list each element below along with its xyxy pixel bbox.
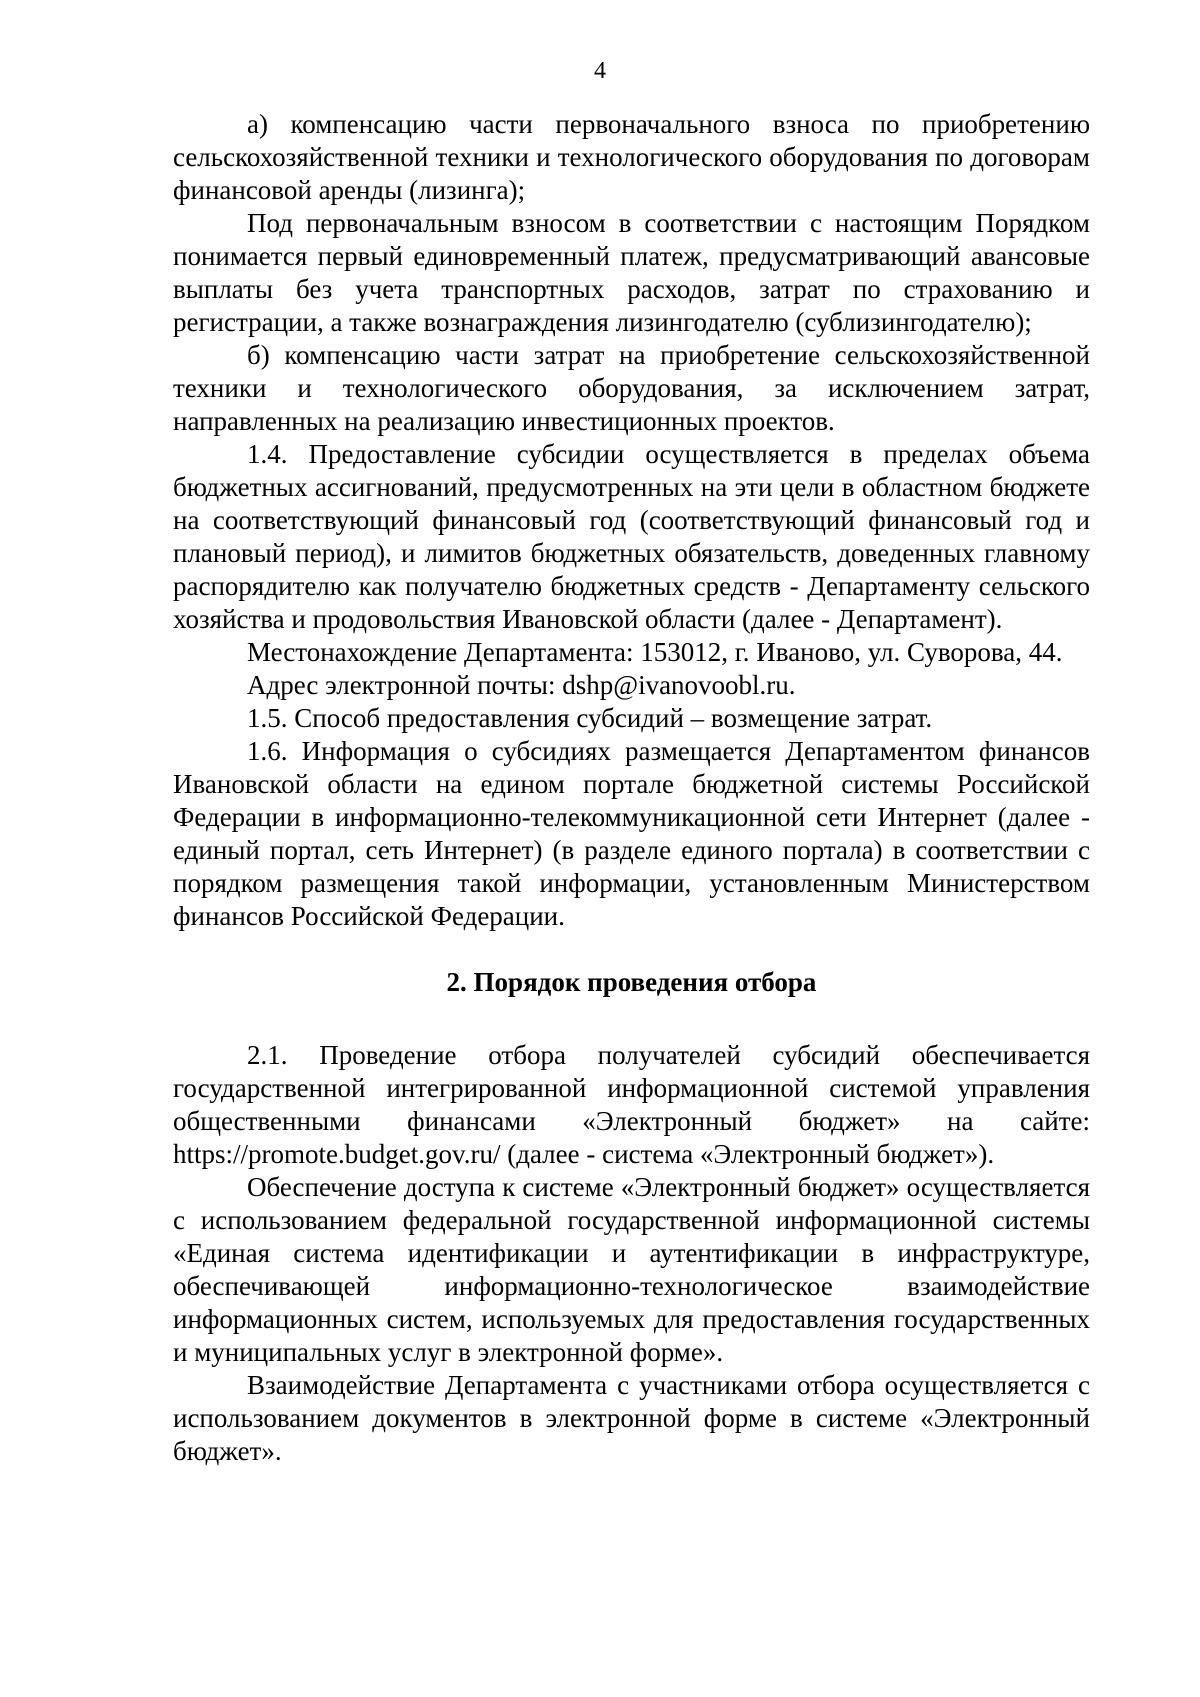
paragraph: Обеспечение доступа к системе «Электронный бюджет» осуществляется с использованием федеральной государственной информационной системы «Единая система идентификации и аутентификации в инфраструктуре, обеспечивающей информационно-технологическое взаимодействие информационных систем, используемых для предоставления государственных и муниципальных услуг в электронной форме». [173, 1172, 1090, 1367]
paragraph: 2.1. Проведение отбора получателей субсидий обеспечивается государственной интегрированной информационной системой управления общественными финансами «Электронный бюджет» на сайте: https://promote.budget.gov.ru/ (далее - система «Электронный бюджет»). [173, 1040, 1090, 1169]
paragraph: Под первоначальным взносом в соответствии с настоящим Порядком понимается первый единовременный платеж, предусматривающий авансовые выплаты без учета транспортных расходов, затрат по страхованию и регистрации, а также вознаграждения лизингодателю (сублизингодателю); [173, 208, 1090, 337]
paragraph: а) компенсацию части первоначального взноса по приобретению сельскохозяйственной техники и технологического оборудования по договорам финансовой аренды (лизинга); [173, 109, 1090, 205]
section-heading: 2. Порядок проведения отбора [446, 967, 817, 997]
document-body [173, 108, 1090, 1468]
page-number: 4 [594, 58, 606, 84]
paragraph: Адрес электронной почты: dshp@ivanovoobl.ru. [247, 670, 796, 700]
paragraph: Взаимодействие Департамента с участниками отбора осуществляется с использованием документов в электронной форме в системе «Электронный бюджет». [173, 1370, 1090, 1466]
paragraph: 1.4. Предоставление субсидии осуществляется в пределах объема бюджетных ассигнований, предусмотренных на эти цели в областном бюджете на соответствующий финансовый год (соответствующий финансовый год и плановый период), и лимитов бюджетных обязательств, доведенных главному распорядителю как получателю бюджетных средств - Департаменту сельского хозяйства и продовольствия Ивановской области (далее - Департамент). [173, 439, 1090, 634]
paragraph: 1.6. Информация о субсидиях размещается Департаментом финансов Ивановской области на едином портале бюджетной системы Российской Федерации в информационно-телекоммуникационной сети Интернет (далее - единый портал, сеть Интернет) (в разделе единого портала) в соответствии с порядком размещения такой информации, установленным Министерством финансов Российской Федерации. [173, 736, 1090, 931]
paragraph: 1.5. Способ предоставления субсидий – возмещение затрат. [247, 703, 933, 733]
paragraph: б) компенсацию части затрат на приобретение сельскохозяйственной техники и технологического оборудования, за исключением затрат, направленных на реализацию инвестиционных проектов. [173, 340, 1090, 436]
paragraph: Местонахождение Департамента: 153012, г. Иваново, ул. Суворова, 44. [247, 637, 1063, 667]
